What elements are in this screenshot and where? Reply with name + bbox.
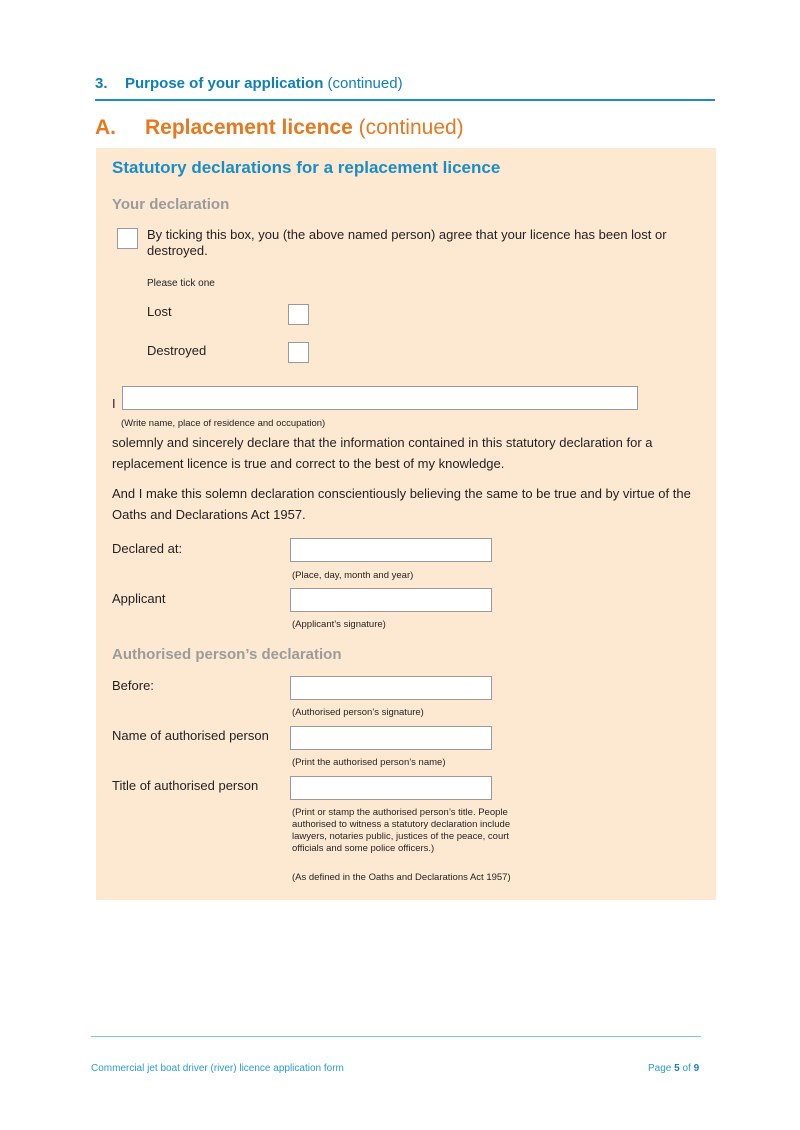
footer-divider — [91, 1036, 701, 1037]
applicant-label: Applicant — [112, 591, 166, 606]
page-current: 5 — [674, 1063, 680, 1074]
page-prefix: Page — [648, 1063, 672, 1074]
authorised-name-label: Name of authorised person — [112, 728, 269, 743]
applicant-hint: (Applicant’s signature) — [292, 619, 386, 630]
declarant-hint: (Write name, place of residence and occupation) — [121, 418, 326, 429]
option-lost-label: Lost — [147, 304, 172, 319]
authorised-signature-field[interactable] — [290, 676, 492, 700]
authorised-title-label: Title of authorised person — [112, 778, 259, 793]
applicant-signature-field[interactable] — [290, 588, 492, 612]
agree-text: By ticking this box, you (the above named person) agree that your licence has been lost or destroyed. — [147, 227, 667, 258]
authorised-name-field[interactable] — [290, 726, 492, 750]
panel-title: Statutory declarations for a replacement licence — [112, 158, 501, 177]
declaration-text-2: And I make this solemn declaration conscientiously believing the same to be true and by virtue of the Oaths and Declarations Act 1957. — [112, 486, 691, 522]
before-label: Before: — [112, 678, 154, 693]
agree-checkbox[interactable] — [117, 228, 138, 249]
tick-one-label: Please tick one — [147, 278, 215, 289]
part-title — [95, 116, 464, 140]
part-name: Replacement licence — [145, 116, 353, 139]
footer-page-number — [648, 1063, 699, 1074]
authorised-signature-hint: (Authorised person’s signature) — [292, 707, 424, 718]
part-letter: A. — [95, 116, 116, 139]
authorised-declaration-heading: Authorised person’s declaration — [112, 646, 342, 663]
footer-form-name: Commercial jet boat driver (river) licence application form — [91, 1063, 344, 1074]
act-note: (As defined in the Oaths and Declarations Act 1957) — [292, 872, 511, 883]
lost-checkbox[interactable] — [288, 304, 309, 325]
page-total: 9 — [693, 1063, 700, 1074]
declared-at-label: Declared at: — [112, 541, 183, 556]
section-header — [95, 75, 715, 101]
declaration-text-1: solemnly and sincerely declare that the information contained in this statutory declaration for a replacement licence is true and correct to the best of my knowledge. — [112, 435, 653, 471]
option-destroyed-label: Destroyed — [147, 343, 207, 358]
authorised-name-hint: (Print the authorised person’s name) — [292, 757, 446, 768]
section-title: Purpose of your application — [125, 75, 324, 92]
declarant-name-field[interactable] — [122, 386, 638, 410]
section-continued: (continued) — [327, 75, 403, 92]
declarant-prefix: I — [112, 396, 116, 411]
declared-at-field[interactable] — [290, 538, 492, 562]
destroyed-checkbox[interactable] — [288, 342, 309, 363]
page-of: of — [682, 1063, 691, 1074]
declared-at-hint: (Place, day, month and year) — [292, 570, 414, 581]
your-declaration-heading: Your declaration — [112, 196, 230, 213]
section-number: 3. — [95, 75, 108, 92]
part-continued: (continued) — [358, 116, 464, 139]
authorised-title-hint: (Print or stamp the authorised person’s title. People authorised to witness a statutory declaration include lawyers, notaries public, justices of the peace, court officials and some police officers.) — [292, 807, 511, 854]
authorised-title-field[interactable] — [290, 776, 492, 800]
